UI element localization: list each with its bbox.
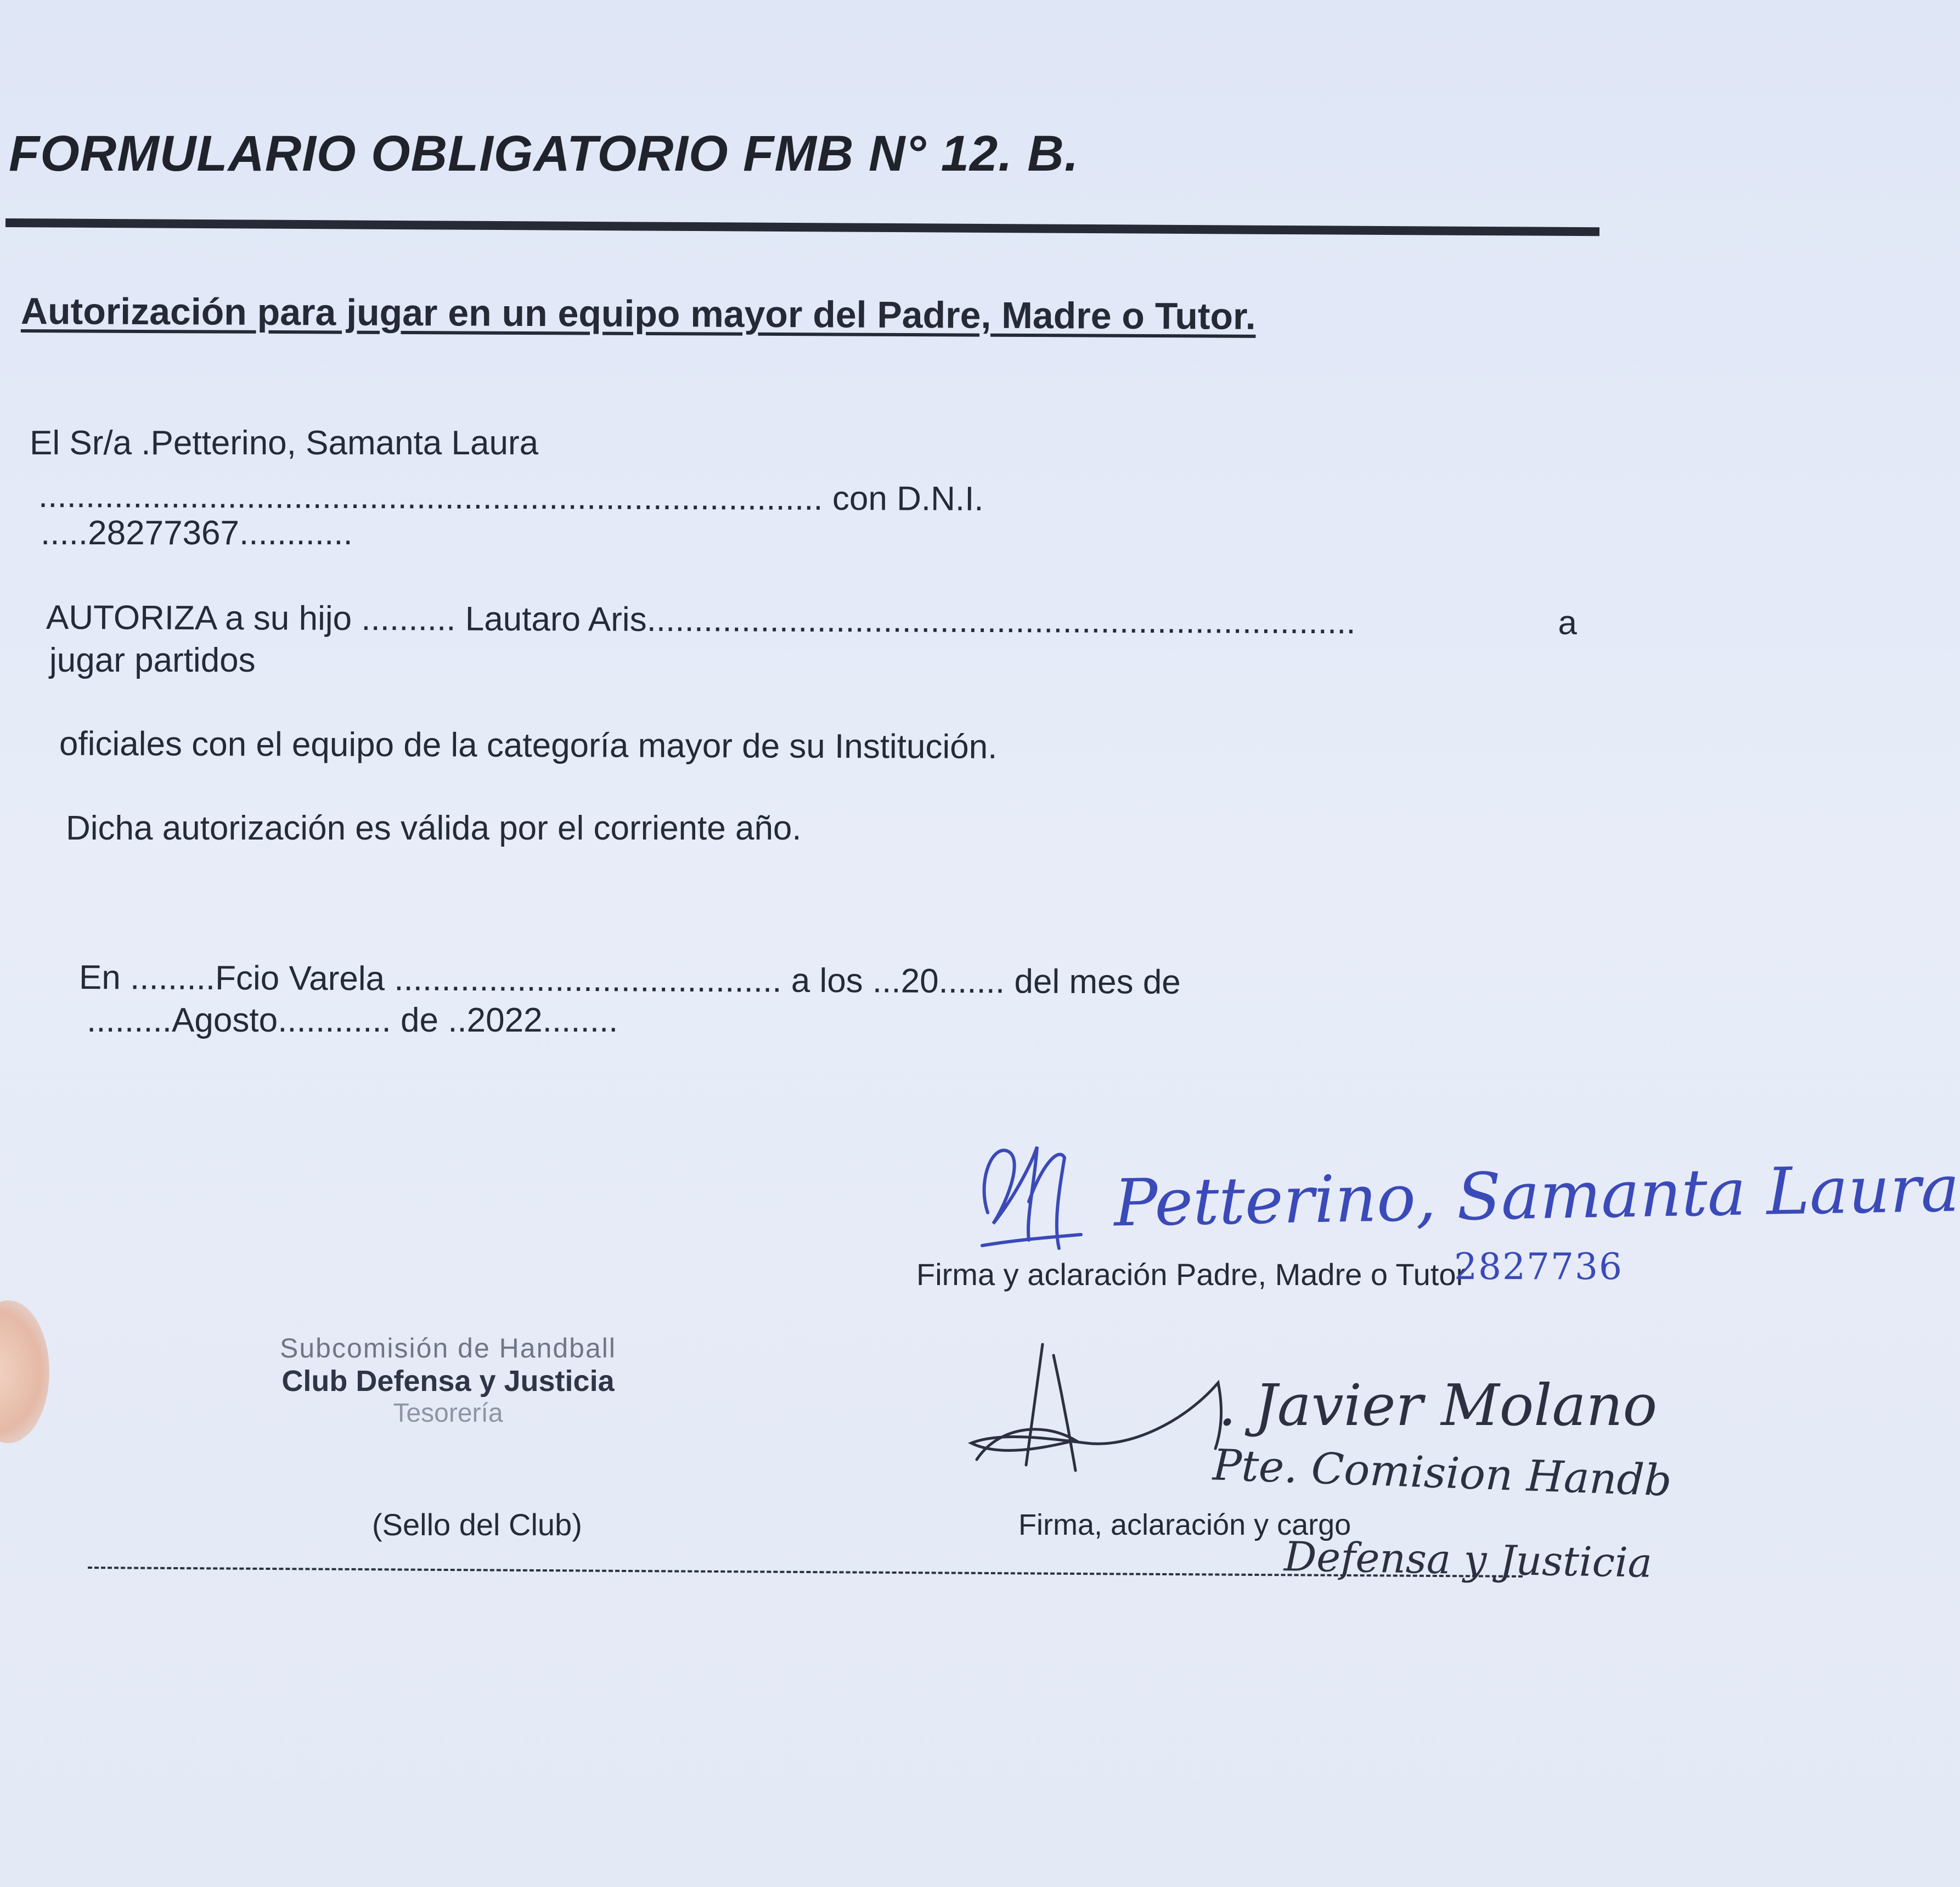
date-month-line <box>87 1001 618 1040</box>
authorization-prefix: AUTORIZA a su hijo <box>46 599 352 638</box>
official-matches-line: oficiales con el equipo de la categoría mayor de su Institución. <box>59 725 998 766</box>
stamp-caption: (Sello del Club) <box>372 1507 582 1542</box>
dni-label-line <box>38 476 984 519</box>
thumb-edge <box>0 1300 49 1443</box>
dots-trail: ............ <box>278 1001 391 1039</box>
club-handwritten-role: Pte. Comision Handb <box>1212 1440 1673 1506</box>
date-place-line <box>79 958 1181 1002</box>
guardian-prefix: El Sr/a . <box>30 424 151 462</box>
dots-lead: .......... <box>361 600 456 638</box>
year-value: 2022 <box>466 1001 543 1039</box>
parent-handwritten-dni: 2827736 <box>1454 1246 1623 1288</box>
club-handwritten-name: . Javier Molano <box>1218 1372 1658 1439</box>
stamp-line-subcommission: Subcomisión de Handball <box>280 1333 617 1364</box>
club-stamp <box>280 1332 616 1428</box>
play-matches-line: jugar partidos <box>49 641 256 679</box>
club-signature-scribble <box>966 1339 1229 1482</box>
authorization-line <box>46 598 1577 643</box>
stamp-line-club: Club Defensa y Justicia <box>281 1365 615 1398</box>
dni-label: con D.N.I. <box>832 480 984 519</box>
month-value: Agosto <box>172 1001 278 1039</box>
guardian-line <box>30 424 538 463</box>
place-value: Fcio Varela <box>215 959 385 998</box>
parent-signature-caption: Firma y aclaración Padre, Madre o Tutor <box>916 1257 1467 1292</box>
stamp-line-treasury: Tesorería <box>393 1399 503 1428</box>
guardian-name: Petterino, Samanta Laura <box>150 424 539 462</box>
authorization-suffix: a <box>1558 604 1578 642</box>
de-label: de .. <box>401 1001 467 1039</box>
form-subtitle: Autorización para jugar en un equipo mayor del Padre, Madre o Tutor. <box>20 290 1256 337</box>
dots-day: ....... <box>938 962 1005 1001</box>
club-signature-caption: Firma, aclaración y cargo <box>1018 1508 1351 1541</box>
dots-lead: ......... <box>87 1001 172 1039</box>
en-label: En <box>78 959 121 997</box>
dots-trail: ......................................... <box>394 960 782 1000</box>
child-name: Lautaro Aris <box>465 600 647 639</box>
del-mes-label: del mes de <box>1014 962 1181 1001</box>
dots-lead: ......... <box>129 959 216 998</box>
dots-year: ........ <box>542 1001 618 1039</box>
form-title: FORMULARIO OBLIGATORIO FMB N° 12. B. <box>9 126 1079 182</box>
dni-value: 28277367 <box>88 514 239 552</box>
parent-handwritten-name: Petterino, Samanta Laura <box>1113 1150 1960 1241</box>
dots-filler: ................................................................................... <box>38 477 823 517</box>
a-los-label: a los ... <box>791 961 901 1000</box>
dni-value-line <box>41 514 353 553</box>
day-value: 20 <box>900 962 939 1000</box>
dots-lead: ..... <box>41 514 88 552</box>
dots-trail: ............ <box>239 514 353 552</box>
title-rule <box>5 218 1599 236</box>
validity-line: Dicha autorización es válida por el corriente año. <box>66 809 802 847</box>
parent-signature-scribble <box>971 1130 1086 1262</box>
dots-trail: ........................................................................... <box>646 600 1356 641</box>
club-handwritten-club: Defensa y Justicia <box>1283 1533 1653 1587</box>
